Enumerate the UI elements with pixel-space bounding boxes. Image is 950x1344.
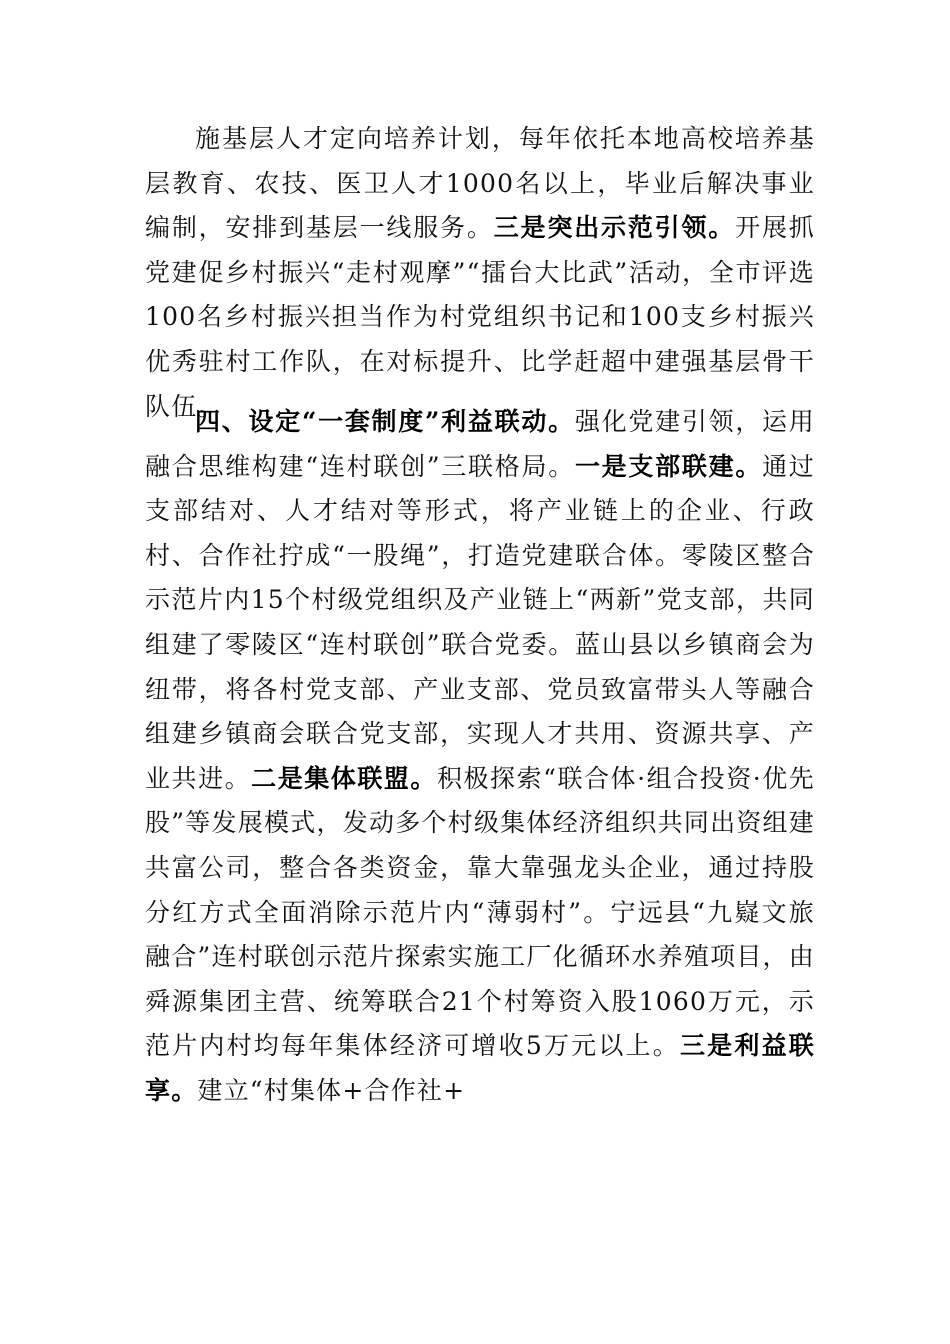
section-heading-four: 四、设定“一套制度”利益联动。 <box>195 407 575 436</box>
heading-branch-joint-building: 一是支部联建。 <box>574 451 763 481</box>
heading-benefit-sharing: 三是利益联享。 <box>145 1031 815 1105</box>
heading-demonstration-lead: 三是突出示范引领。 <box>493 213 736 243</box>
paragraph-2-text-2: 通过支部结对、人才结对等形式，将产业链上的企业、行政村、合作社拧成“一股绳”，打造党建联合体。零陵区整合示范片内15个村级党组织及产业链上“两新”党支部，共同组建了零陵区“连村联创”联合党委。蓝山县以乡镇商会为纽带，将各村党支部、产业支部、党员致富带头人等融合组建乡镇商会联合党支部，实现人才共用、资源共享、产业共进。 <box>145 451 815 793</box>
paragraph-interest-linkage <box>145 400 815 1114</box>
paragraph-2-text-4: 建立“村集体+合作社+ <box>197 1075 466 1105</box>
paragraph-1-text-2: 开展抓党建促乡村振兴“走村观摩”“擂台大比武”活动，全市评选100名乡村振兴担当作为村党组织书记和100支乡村振兴优秀驻村工作队，在对标提升、比学赶超中建强基层骨干队伍。 <box>145 213 815 421</box>
paragraph-2-text-1: 强化党建引领，运用融合思维构建“连村联创”三联格局。 <box>145 407 815 481</box>
heading-collective-alliance: 二是集体联盟。 <box>251 763 437 793</box>
paragraph-2-text-3: 积极探索“联合体·组合投资·优先股”等发展模式，发动多个村级集体经济组织共同出资组建共富公司，整合各类资金，靠大靠强龙头企业，通过持股分红方式全面消除示范片内“薄弱村”。宁远县“九嶷文旅融合”连村联创示范片探索实施工厂化循环水养殖项目，由舜源集团主营、统筹联合21个村筹资入股1060万元，示范片内村均每年集体经济可增收5万元以上。 <box>145 763 815 1061</box>
paragraph-1-text-1: 施基层人才定向培养计划，每年依托本地高校培养基层教育、农技、医卫人才1000名以上，毕业后解决事业编制，安排到基层一线服务。 <box>145 124 815 243</box>
paragraph-talent-training <box>145 117 815 429</box>
